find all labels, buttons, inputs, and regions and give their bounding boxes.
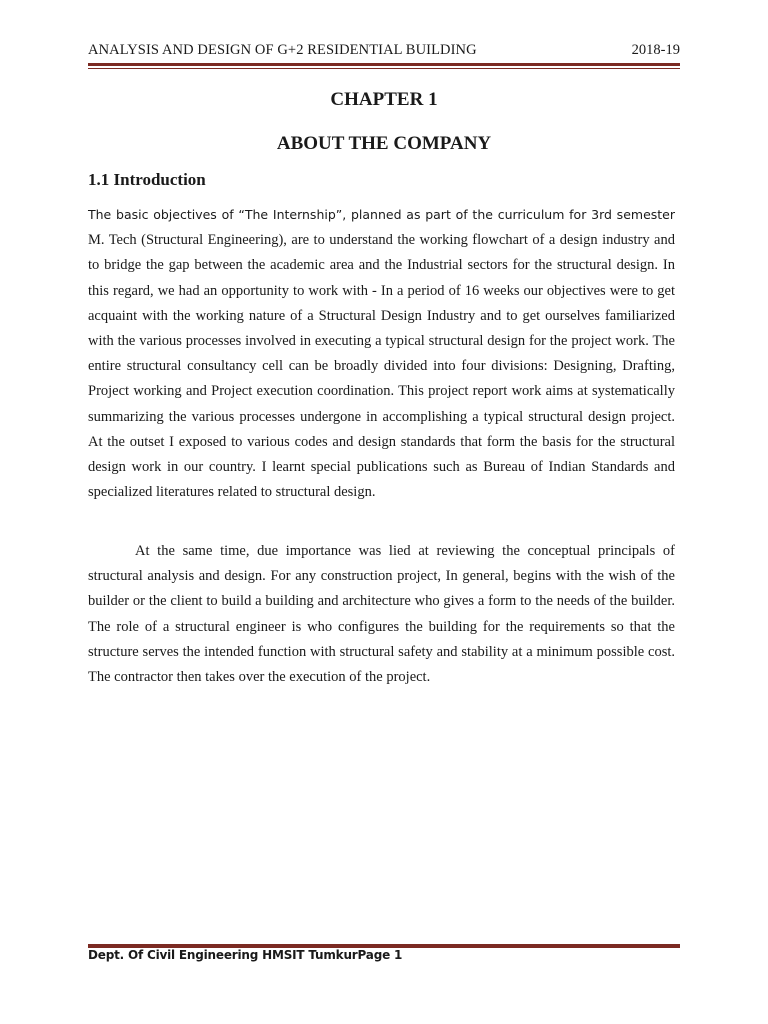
chapter-title: ABOUT THE COMPANY (276, 133, 492, 154)
intro-paragraph-1-lead: The basic objectives of “The Internship”, planned as part of the curriculum for 3rd semester (88, 207, 675, 222)
page-footer: Dept. Of Civil Engineering HMSIT TumkurPage 1 (88, 948, 403, 962)
header-year: 2018-19 (631, 42, 680, 58)
header-title: ANALYSIS AND DESIGN OF G+2 RESIDENTIAL BUILDING (88, 42, 477, 58)
intro-paragraph-2: At the same time, due importance was lied at reviewing the conceptual principals of structural analysis and design. For any construction project, In general, begins with the wish of the builder or the client to build a building and architecture who gives a form to the needs of the builder. The role of a structural engineer is who configures the building for the requirements so that the structure serves the intended function with structural safety and stability at a minimum possible cost. The contractor then takes over the execution of the project. (88, 543, 675, 686)
intro-paragraph-1-body: M. Tech (Structural Engineering), are to understand the working flowchart of a design industry and to bridge the gap between the academic area and the Industrial sectors for the structural design. In this regard, we had an opportunity to work with - In a period of 16 weeks our objectives were to get acquaint with the working nature of a Structural Design Industry and to get ourselves familiarized with the various processes involved in executing a typical structural design for the project work. The entire structural consultancy cell can be broadly divided into four divisions: Designing, Drafting, Project working and Project execution coordination. This project report work aims at systematically summarizing the various processes undergone in accomplishing a typical structural design project. At the outset I exposed to various codes and design standards that form the basis for the structural design work in our country. I learnt special publications such as Bureau of Indian Standards and specialized literatures related to structural design. (88, 232, 675, 501)
section-heading: 1.1 Introduction (88, 170, 206, 189)
header-rule (88, 63, 680, 69)
page-header (88, 38, 680, 60)
intro-paragraph-1 (88, 202, 675, 505)
chapter-number: CHAPTER 1 (330, 89, 438, 110)
